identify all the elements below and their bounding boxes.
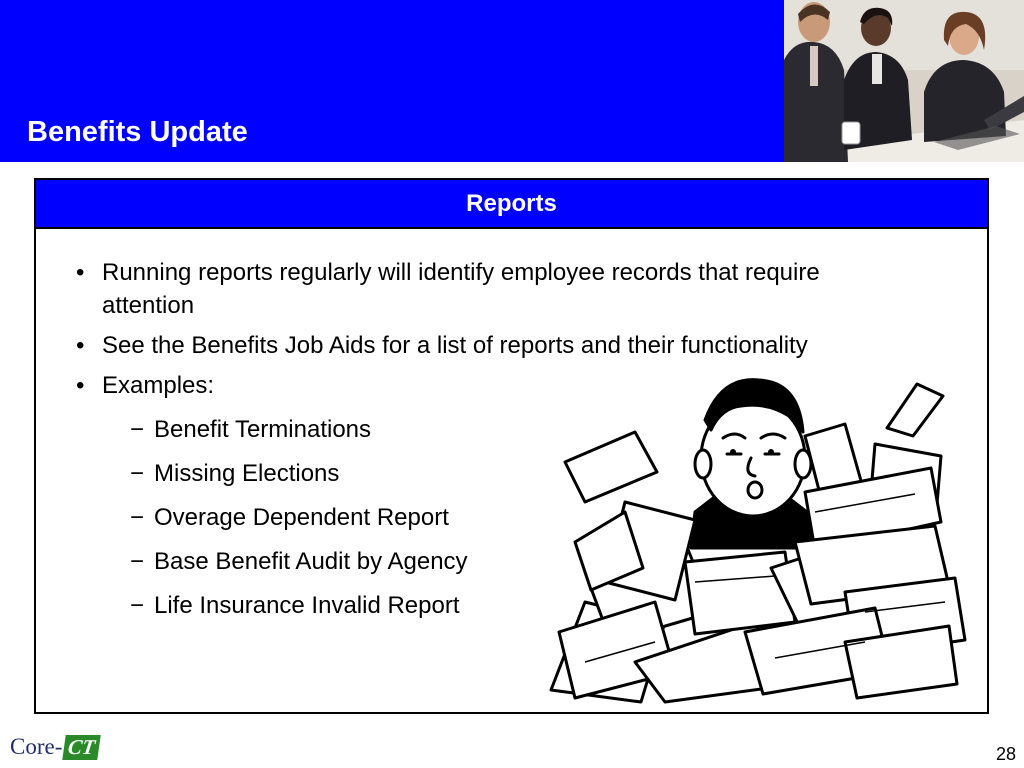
panel-header bbox=[36, 180, 987, 229]
core-ct-logo bbox=[10, 732, 99, 762]
example-item: − Benefit Terminations bbox=[102, 413, 854, 446]
business-meeting-photo bbox=[784, 0, 1024, 162]
example-item: − Life Insurance Invalid Report bbox=[102, 589, 854, 622]
panel-title: Reports bbox=[466, 189, 557, 217]
man-buried-in-papers-clipart bbox=[545, 372, 970, 704]
page-title: Benefits Update bbox=[27, 116, 248, 148]
logo-core-text: Core- bbox=[10, 734, 63, 759]
example-item: − Overage Dependent Report bbox=[102, 501, 854, 534]
bullet-item: • Running reports regularly will identify employee records that require attention bbox=[74, 256, 854, 322]
example-item: − Base Benefit Audit by Agency bbox=[102, 545, 854, 578]
logo-ct-text: CT bbox=[63, 735, 101, 760]
example-item: − Missing Elections bbox=[102, 457, 854, 490]
header-bar bbox=[0, 0, 784, 162]
bullet-item: • See the Benefits Job Aids for a list of reports and their functionality bbox=[74, 332, 854, 359]
page-number: 28 bbox=[995, 744, 1016, 764]
bullet-item-label: Examples: bbox=[102, 372, 215, 399]
